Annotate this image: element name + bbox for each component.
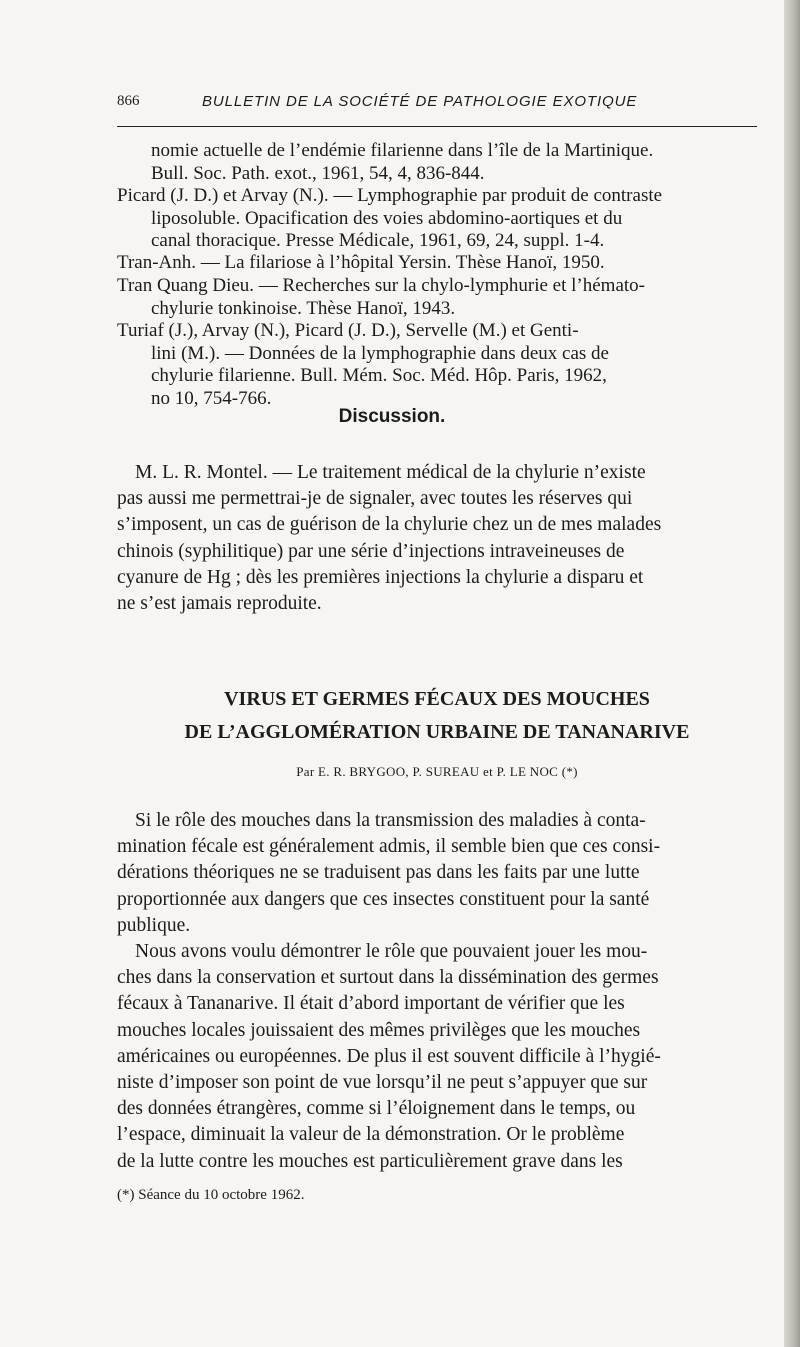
text-line: s’imposent, un cas de guérison de la chylurie chez un de mes malades	[117, 514, 662, 536]
reference-line: liposoluble. Opacification des voies abdomino-aortiques et du	[151, 207, 623, 229]
reference-line: Turiaf (J.), Arvay (N.), Picard (J. D.), Servelle (M.) et Genti-	[117, 320, 579, 341]
footnote: (*) Séance du 10 octobre 1962.	[117, 1187, 305, 1203]
text-line: niste d’imposer son point de vue lorsqu’il ne peut s’appuyer que sur	[117, 1071, 648, 1093]
reference-item	[117, 275, 757, 320]
text-line: ches dans la conservation et surtout dans la dissémination des germes	[117, 967, 659, 989]
article-title-line: VIRUS ET GERMES FÉCAUX DES MOUCHES	[224, 688, 650, 710]
reference-line: Picard (J. D.) et Arvay (N.). — Lymphographie par produit de contraste	[117, 185, 663, 206]
reference-line: canal thoracique. Presse Médicale, 1961, 69, 24, suppl. 1-4.	[151, 230, 605, 251]
reference-item	[117, 140, 757, 185]
text-line: mination fécale est généralement admis, il semble bien que ces consi-	[117, 836, 661, 858]
text-line: ne s’est jamais reproduite.	[117, 592, 322, 614]
text-line: M. L. R. Montel. — Le traitement médical de la chylurie n’existe	[135, 462, 646, 483]
page-header	[117, 93, 757, 117]
text-line: chinois (syphilitique) par une série d’injections intraveineuses de	[117, 540, 625, 562]
reference-line: Bull. Soc. Path. exot., 1961, 54, 4, 836-844.	[151, 162, 485, 184]
reference-line: no 10, 754-766.	[151, 387, 272, 409]
reference-line: Tran-Anh. — La filariose à l’hôpital Yersin. Thèse Hanoï, 1950.	[117, 252, 605, 273]
text-line: Nous avons voulu démontrer le rôle que pouvaient jouer les mou-	[135, 941, 648, 962]
text-line: américaines ou européennes. De plus il est souvent difficile à l’hygié-	[117, 1045, 661, 1067]
article-authors: Par E. R. BRYGOO, P. SUREAU et P. LE NOC (*)	[296, 764, 578, 779]
reference-item	[117, 185, 757, 253]
text-line: de la lutte contre les mouches est particulièrement grave dans les	[117, 1150, 623, 1172]
reference-line: lini (M.). — Données de la lymphographie dans deux cas de	[151, 342, 609, 364]
article-title-line: DE L’AGGLOMÉRATION URBAINE DE TANANARIVE	[184, 721, 690, 743]
text-line: l’espace, diminuait la valeur de la démonstration. Or le problème	[117, 1124, 625, 1146]
text-line: dérations théoriques ne se traduisent pas dans les faits par une lutte	[117, 862, 640, 884]
text-line: des données étrangères, comme si l’éloignement dans le temps, ou	[117, 1098, 636, 1120]
reference-line: Tran Quang Dieu. — Recherches sur la chylo-lymphurie et l’hémato-	[117, 275, 645, 296]
text-line: fécaux à Tananarive. Il était d’abord important de vérifier que les	[117, 993, 625, 1015]
reference-line: nomie actuelle de l’endémie filarienne dans l’île de la Martinique.	[151, 140, 654, 161]
text-line: Si le rôle des mouches dans la transmission des maladies à conta-	[135, 810, 646, 831]
text-line: cyanure de Hg ; dès les premières injections la chylurie a disparu et	[117, 566, 644, 588]
discussion-heading: Discussion.	[338, 406, 446, 427]
reference-item	[117, 252, 757, 275]
page-number: 866	[117, 93, 140, 109]
page-edge-shadow	[784, 0, 800, 1347]
journal-title: BULLETIN DE LA SOCIÉTÉ DE PATHOLOGIE EXOTIQUE	[202, 93, 638, 110]
header-rule	[117, 126, 757, 127]
text-line: publique.	[117, 914, 191, 936]
text-line: mouches locales jouissaient des mêmes privilèges que les mouches	[117, 1019, 641, 1041]
article-paragraph	[117, 939, 757, 1175]
reference-line: chylurie tonkinoise. Thèse Hanoï, 1943.	[151, 297, 456, 319]
discussion-paragraph	[117, 460, 757, 617]
reference-line: chylurie filarienne. Bull. Mém. Soc. Méd. Hôp. Paris, 1962,	[151, 365, 607, 386]
text-line: pas aussi me permettrai-je de signaler, avec toutes les réserves qui	[117, 488, 633, 510]
reference-item	[117, 320, 757, 410]
article-paragraph	[117, 808, 757, 939]
text-line: proportionnée aux dangers que ces insectes constituent pour la santé	[117, 888, 650, 910]
